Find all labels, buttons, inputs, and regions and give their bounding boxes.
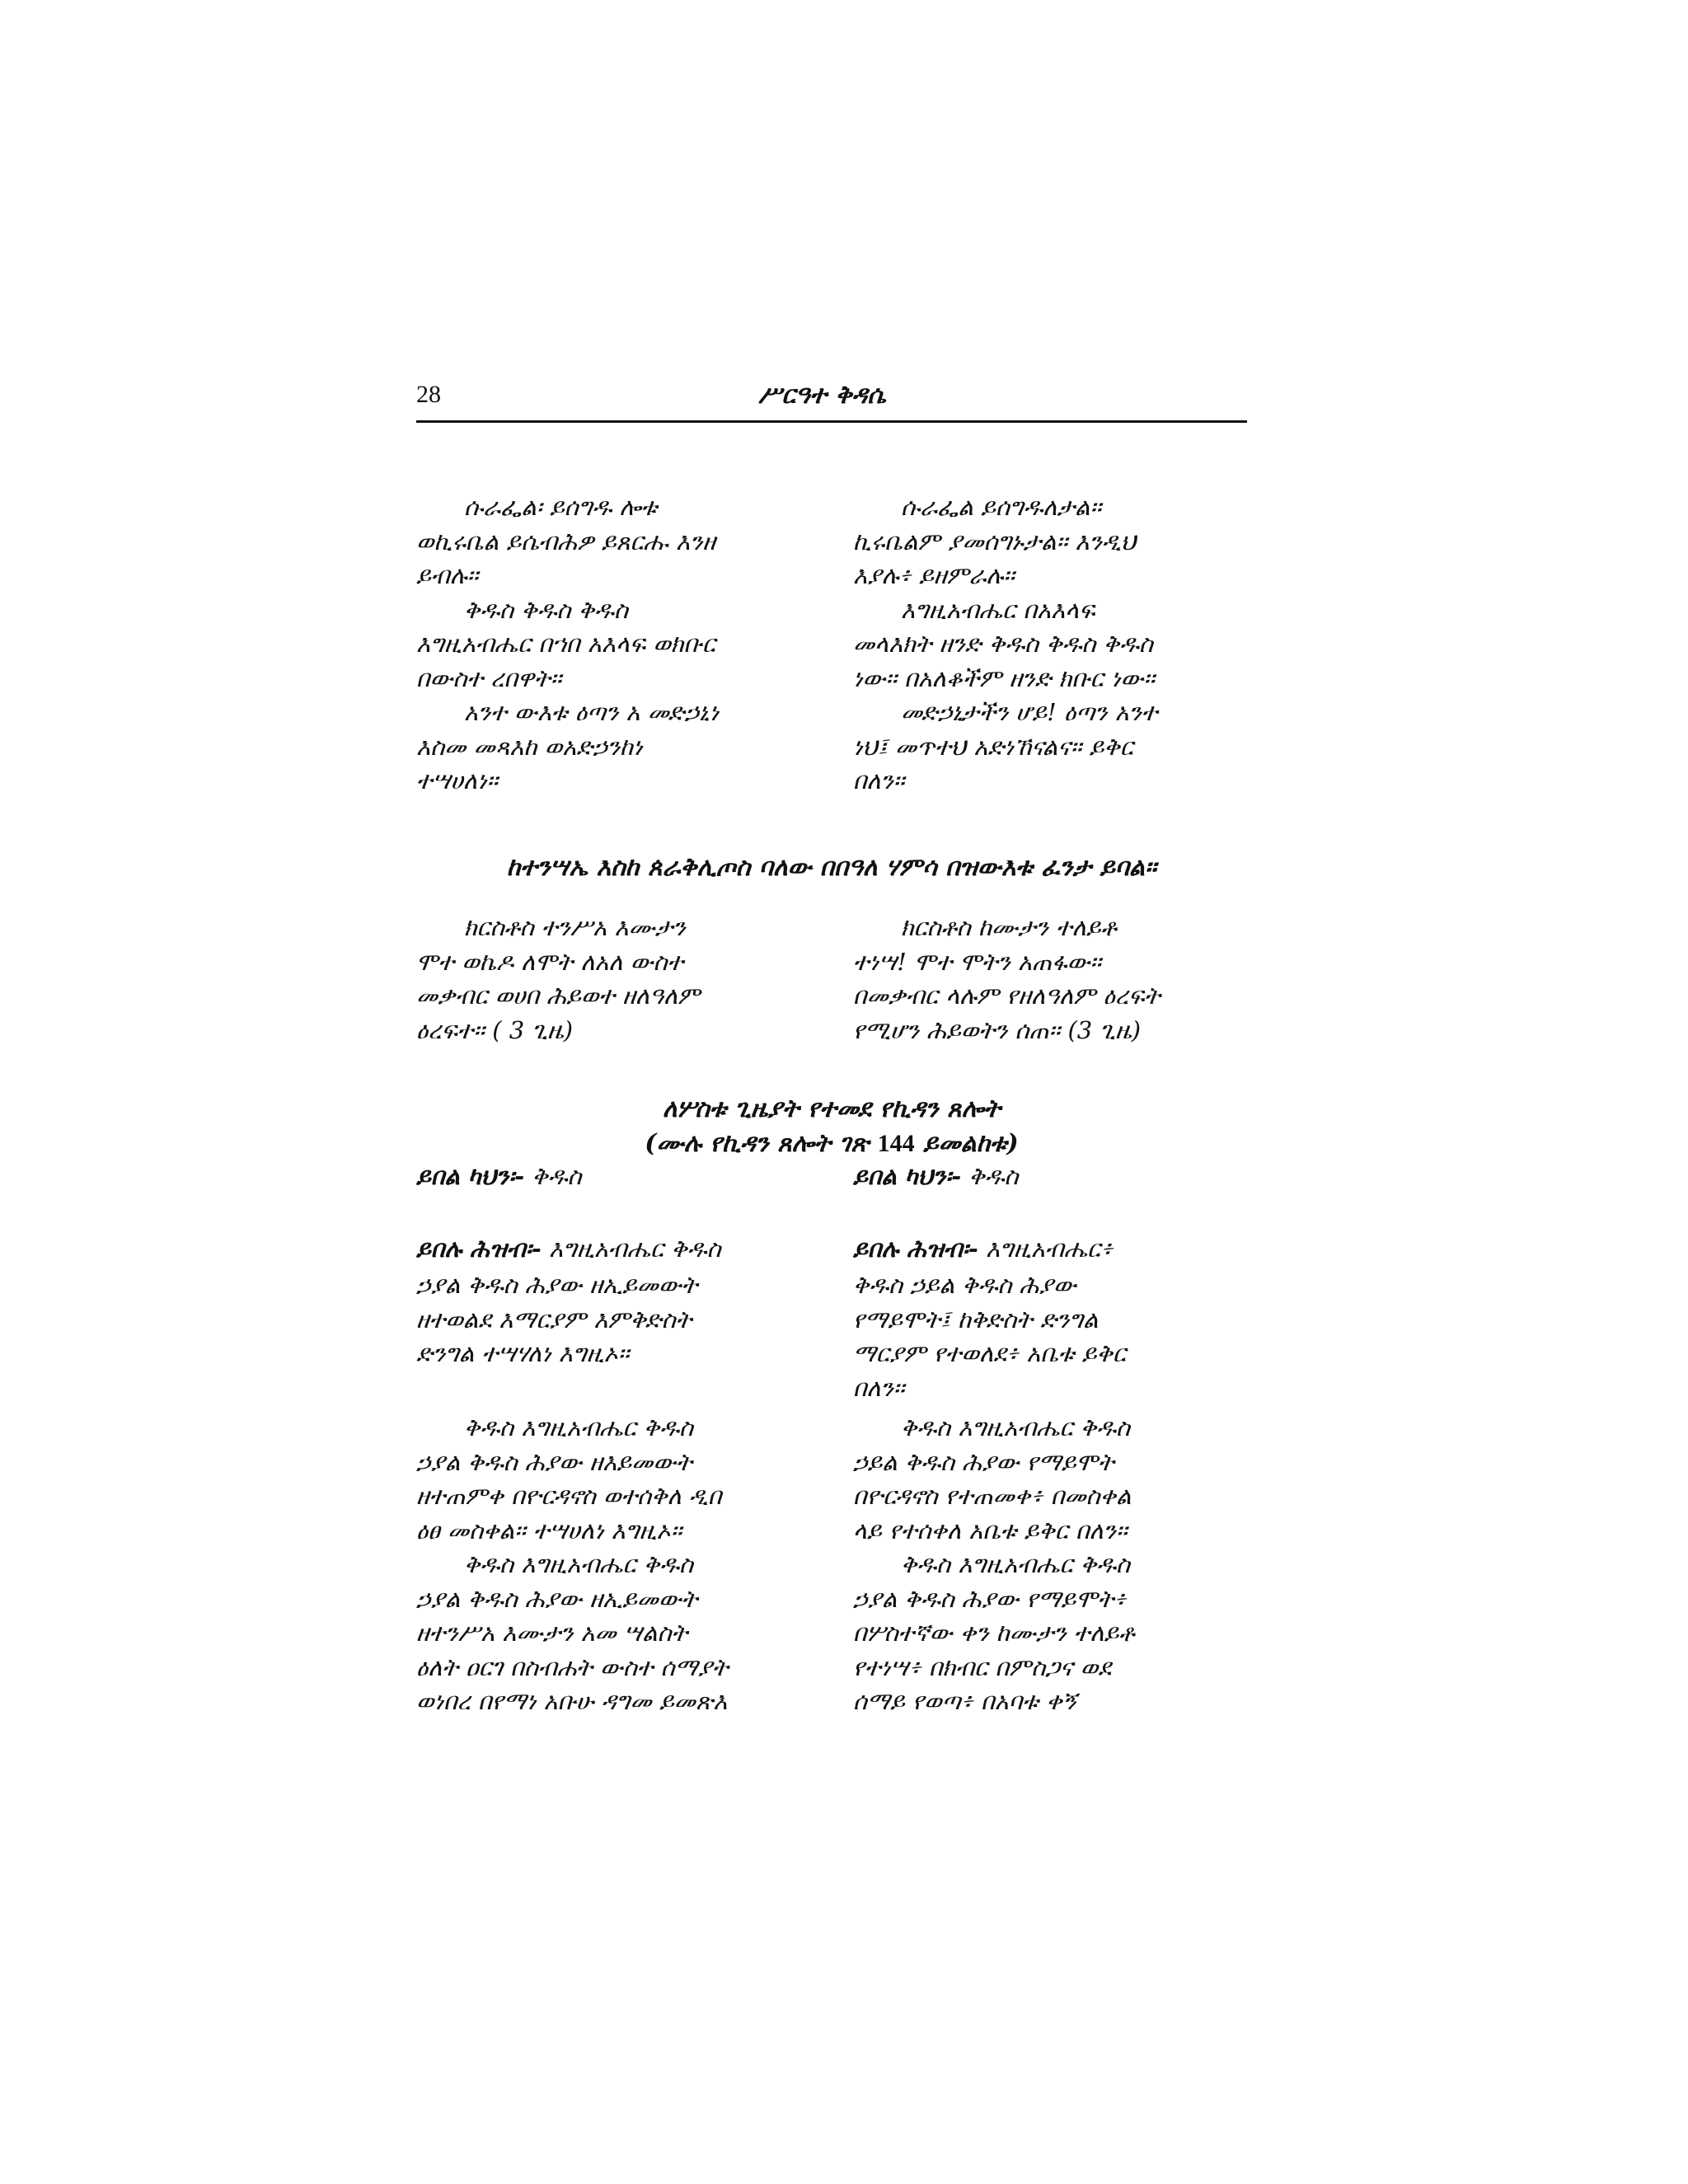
header-rule: [416, 420, 1247, 423]
prayer-heading: ለሦስቱ ጊዜያት የተመደ የኪዳን ጸሎት: [662, 1094, 1001, 1123]
text-line: መቃብር ወሀበ ሕይወተ ዘለዓለም: [416, 982, 701, 1010]
speaker-label: ይበል ካህን፡-: [416, 1162, 525, 1190]
text-line: ቅዱስ እግዚአብሔር ቅዱስ: [901, 1413, 1131, 1441]
text-line: ዕረፍተ፡፡ ( 3 ጊዜ): [416, 1015, 574, 1044]
block1-left-column: [416, 490, 719, 799]
page-number: 28: [416, 381, 441, 408]
text-line: ኃይል ቅዱስ ሕያው የማይሞት: [853, 1447, 1114, 1476]
text-line: በውስተ ረበዋት፡፡: [416, 663, 562, 692]
text-line: ላይ የተሰቀለ አቤቱ ይቅር በለን፡፡: [853, 1516, 1128, 1544]
speaker-text: እግዚአብሔር፥: [978, 1235, 1114, 1263]
text-line: መላእክት ዘንድ ቅዱስ ቅዱስ ቅዱስ: [853, 630, 1153, 658]
block3-left-column: [416, 1268, 697, 1371]
block2-left-column: [416, 911, 700, 1047]
text-line: ዕፀ መስቀል፡፡ ተሣሀለነ እግዚኦ፡፡: [416, 1516, 682, 1544]
text-line: ሞተ ወኬዶ ለሞት ለአለ ውስተ: [416, 947, 684, 976]
text-line: ወኪሩቤል ይሴብሕዎ ይጸርሑ እንዘ: [416, 527, 716, 555]
block3-right-column: [853, 1268, 1126, 1405]
block2-right-column: [853, 911, 1160, 1047]
text-line: እያሉ፥ ይዘምራሉ፡፡: [853, 561, 1015, 589]
people-line-right: [853, 1235, 1114, 1263]
text-line: እግዚአብሔር በአእላፍ: [901, 595, 1095, 624]
text-line: ቅዱስ ኃይል ቅዱስ ሕያው: [853, 1271, 1076, 1299]
text-line: ኃያል ቅዱስ ሕያው የማይሞት፥: [853, 1584, 1127, 1613]
text-line: በዮርዳኖስ የተጠመቀ፥ በመስቀል: [853, 1482, 1132, 1510]
people-line-left: [416, 1235, 721, 1263]
text-line: እግዚአብሔር በኀበ አእላፍ ወክቡር: [416, 630, 715, 658]
text-line: ቅዱስ እግዚአብሔር ቅዱስ: [464, 1550, 694, 1578]
text-line: እስመ መጻእከ ወአድኃንከነ: [416, 732, 643, 761]
reference-prefix: (ሙሉ የኪዳን ጸሎት ገጽ: [645, 1129, 878, 1158]
speaker-text: ቅዱስ: [961, 1162, 1019, 1190]
speaker-label: ይበሉ ሕዝብ፡-: [853, 1235, 978, 1263]
text-line: መድኃኒታችን ሆይ! ዕጣን አንተ: [901, 698, 1158, 726]
text-line: የማይሞት፤ ከቅድስት ድንግል: [853, 1305, 1099, 1333]
text-line: ኃያል ቅዱስ ሕያው ዘእይመውት: [416, 1447, 692, 1476]
block1-right-column: [853, 490, 1157, 799]
text-line: ተሣሀለነ፡፡: [416, 766, 499, 794]
reference-page-number: 144: [877, 1130, 915, 1157]
text-line: ኪሩቤልም ያመሰግኑታል፡፡ እንዲህ: [853, 527, 1137, 555]
text-line: ዘተንሥአ እሙታን አመ ሣልስት: [416, 1619, 688, 1647]
text-line: ቅዱስ እግዚአብሔር ቅዱስ: [464, 1413, 694, 1441]
text-line: ዕለት ዐርገ በስብሐት ውስተ ሰማያት: [416, 1652, 729, 1681]
text-line: የተነሣ፥ በክብር በምስጋና ወደ: [853, 1652, 1112, 1681]
text-line: ማርያም የተወለደ፥ አቤቱ ይቅር: [853, 1339, 1127, 1367]
reference-suffix: ይመልከቱ): [914, 1129, 1019, 1158]
text-line: ድንግል ተሣሃለነ እግዚኦ፡፡: [416, 1339, 630, 1367]
text-line: በለን፡፡: [853, 1373, 905, 1402]
text-line: ዘተጠምቀ በዮርዳኖስ ወተሰቅለ ዲበ: [416, 1482, 722, 1510]
text-line: ዘተወልደ እማርያም እምቅድስት: [416, 1305, 692, 1333]
text-line: ክርስቶስ ተንሥአ እሙታን: [464, 913, 686, 941]
speaker-text: ቅዱስ: [524, 1162, 582, 1190]
text-line: ወነበረ በየማነ አቡሁ ዳግመ ይመጽእ: [416, 1687, 728, 1715]
text-line: በሦስተኛው ቀን ከሙታን ተለይቶ: [853, 1619, 1135, 1647]
priest-line-left: [416, 1162, 582, 1191]
text-line: ቅዱስ ቅዱስ ቅዱስ: [464, 595, 628, 624]
text-line: በለን፡፡: [853, 766, 905, 794]
text-line: ተነሣ! ሞተ ሞትን አጠፋው፡፡: [853, 947, 1102, 976]
text-line: አንተ ውእቱ ዕጣን አ መድኃኒነ: [464, 698, 720, 726]
text-line: ኃያል ቅዱስ ሕያው ዘኢይመውት: [416, 1584, 698, 1613]
text-line: ነው፡፡ በአለቆችም ዘንድ ክቡር ነው፡፡: [853, 663, 1156, 692]
section-heading: ከተንሣኤ እስከ ጰራቅሊጦስ ባለው በበዓለ ሃምሳ በዝውእቱ ፈንታ ይባል።: [506, 853, 1157, 882]
block4-left-column: [416, 1411, 729, 1719]
speaker-label: ይበል ካህን፡-: [853, 1162, 962, 1190]
text-line: ሱራፌል ይሰግዱለታል፡፡: [901, 493, 1102, 521]
text-line: ክርስቶስ ከሙታን ተለይቶ: [901, 913, 1117, 941]
text-line: ሰማይ የወጣ፥ በአባቱ ቀኝ: [853, 1687, 1076, 1715]
text-line: ኃያል ቅዱስ ሕያው ዘኢይመውት: [416, 1271, 698, 1299]
text-line: ነህ፤ መጥተህ አድነኸናልና፡፡ ይቅር: [853, 732, 1133, 761]
running-title: ሥርዓተ ቅዳሴ: [758, 381, 886, 410]
speaker-text: እግዚአብሔር ቅዱስ: [541, 1235, 721, 1263]
prayer-page-reference: [416, 1129, 1247, 1158]
text-line: ይብሉ፡፡: [416, 561, 479, 589]
text-line: የሚሆን ሕይወትን ሰጠ፡፡ (3 ጊዜ): [853, 1015, 1142, 1044]
text-line: ሱራፌል፡ ይሰግዱ ሎቱ: [464, 493, 658, 521]
speaker-label: ይበሉ ሕዝብ፡-: [416, 1235, 542, 1263]
block4-right-column: [853, 1411, 1134, 1719]
text-line: ቅዱስ እግዚአብሔር ቅዱስ: [901, 1550, 1131, 1578]
text-line: በመቃብር ላሉም የዘለዓለም ዕረፍት: [853, 982, 1160, 1010]
priest-line-right: [853, 1162, 1019, 1191]
